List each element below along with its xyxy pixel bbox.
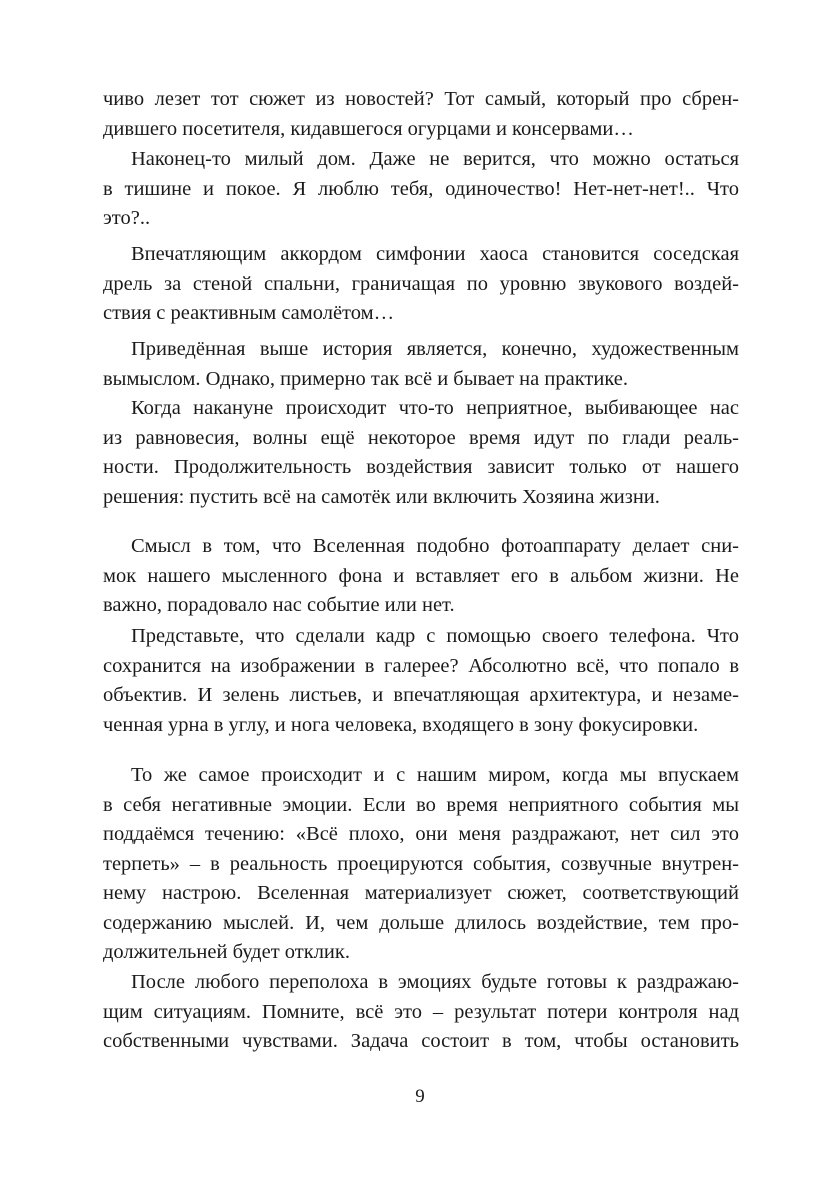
paragraph xyxy=(103,335,739,394)
text-line: После любого переполоха в эмоциях будьте готовы к раздражаю- xyxy=(131,971,739,993)
text-line: Наконец-то милый дом. Даже не верится, что можно остаться xyxy=(131,148,739,170)
paragraph xyxy=(103,532,739,621)
text-line: Приведённая выше история является, конечно, художественным xyxy=(131,338,739,360)
text-line: ченная урна в углу, и нога человека, входящего в зону фокусировки. xyxy=(103,713,699,736)
text-line: То же самое происходит и с нашим миром, когда мы впускаем xyxy=(131,764,739,786)
text-line: дившего посетителя, кидавшегося огурцами и консервами… xyxy=(103,117,634,140)
text-line: содержанию мыслей. И, чем дольше длилось воздействие, тем про- xyxy=(103,911,739,934)
text-line: Впечатляющим аккордом симфонии хаоса становится соседская xyxy=(131,243,739,265)
text-line: объектив. И зелень листьев, и впечатляющая архитектура, и незаме- xyxy=(103,684,739,706)
text-line: важно, порадовало нас событие или нет. xyxy=(103,594,455,616)
paragraph xyxy=(103,145,739,234)
text-line: ствия с реактивным самолётом… xyxy=(103,302,395,324)
paragraph xyxy=(103,85,739,144)
text-line: вымыслом. Однако, примерно так всё и бывает на практике. xyxy=(103,367,628,390)
text-line: Смысл в том, что Вселенная подобно фотоаппарату делает сни- xyxy=(131,535,739,557)
paragraph xyxy=(103,394,739,512)
paragraph xyxy=(103,622,739,740)
text-line: в себя негативные эмоции. Если во время неприятного события мы xyxy=(103,793,739,816)
text-line: поддаёмся течению: «Всё плохо, они меня раздражают, нет сил это xyxy=(103,823,739,845)
text-line: решения: пустить всё на самотёк или включить Хозяина жизни. xyxy=(103,485,660,508)
text-line: мок нашего мысленного фона и вставляет его в альбом жизни. Не xyxy=(103,564,739,587)
page-number: 9 xyxy=(415,1086,425,1107)
text-line: Когда накануне происходит что-то неприятное, выбивающее нас xyxy=(131,397,739,419)
text-line: ности. Продолжительность воздействия зависит только от нашего xyxy=(103,456,739,478)
paragraph xyxy=(103,761,739,968)
text-line: должительней будет отклик. xyxy=(103,941,350,963)
text-line: терпеть» – в реальность проецируются события, созвучные внутрен- xyxy=(103,852,739,875)
text-line: дрель за стеной спальни, граничащая по уровню звукового воздей- xyxy=(103,272,739,295)
text-line: нему настрою. Вселенная материализует сюжет, соответствующий xyxy=(103,882,739,904)
text-line: сохранится на изображении в галерее? Абсолютно всё, что попало в xyxy=(103,654,739,677)
text-line: Представьте, что сделали кадр с помощью своего телефона. Что xyxy=(131,625,739,647)
text-line: из равновесия, волны ещё некоторое время идут по глади реаль- xyxy=(103,426,739,449)
paragraph xyxy=(103,968,739,1057)
paragraph xyxy=(103,240,739,329)
text-line: в тишине и покое. Я люблю тебя, одиночество! Нет-нет-нет!.. Что xyxy=(103,177,739,200)
text-line: это?.. xyxy=(103,207,151,229)
text-line: чиво лезет тот сюжет из новостей? Тот самый, который про сбрен- xyxy=(103,88,739,110)
text-line: собственными чувствами. Задача состоит в том, чтобы остановить xyxy=(103,1030,739,1052)
text-line: щим ситуациям. Помните, всё это – результат потери контроля над xyxy=(103,1000,739,1023)
